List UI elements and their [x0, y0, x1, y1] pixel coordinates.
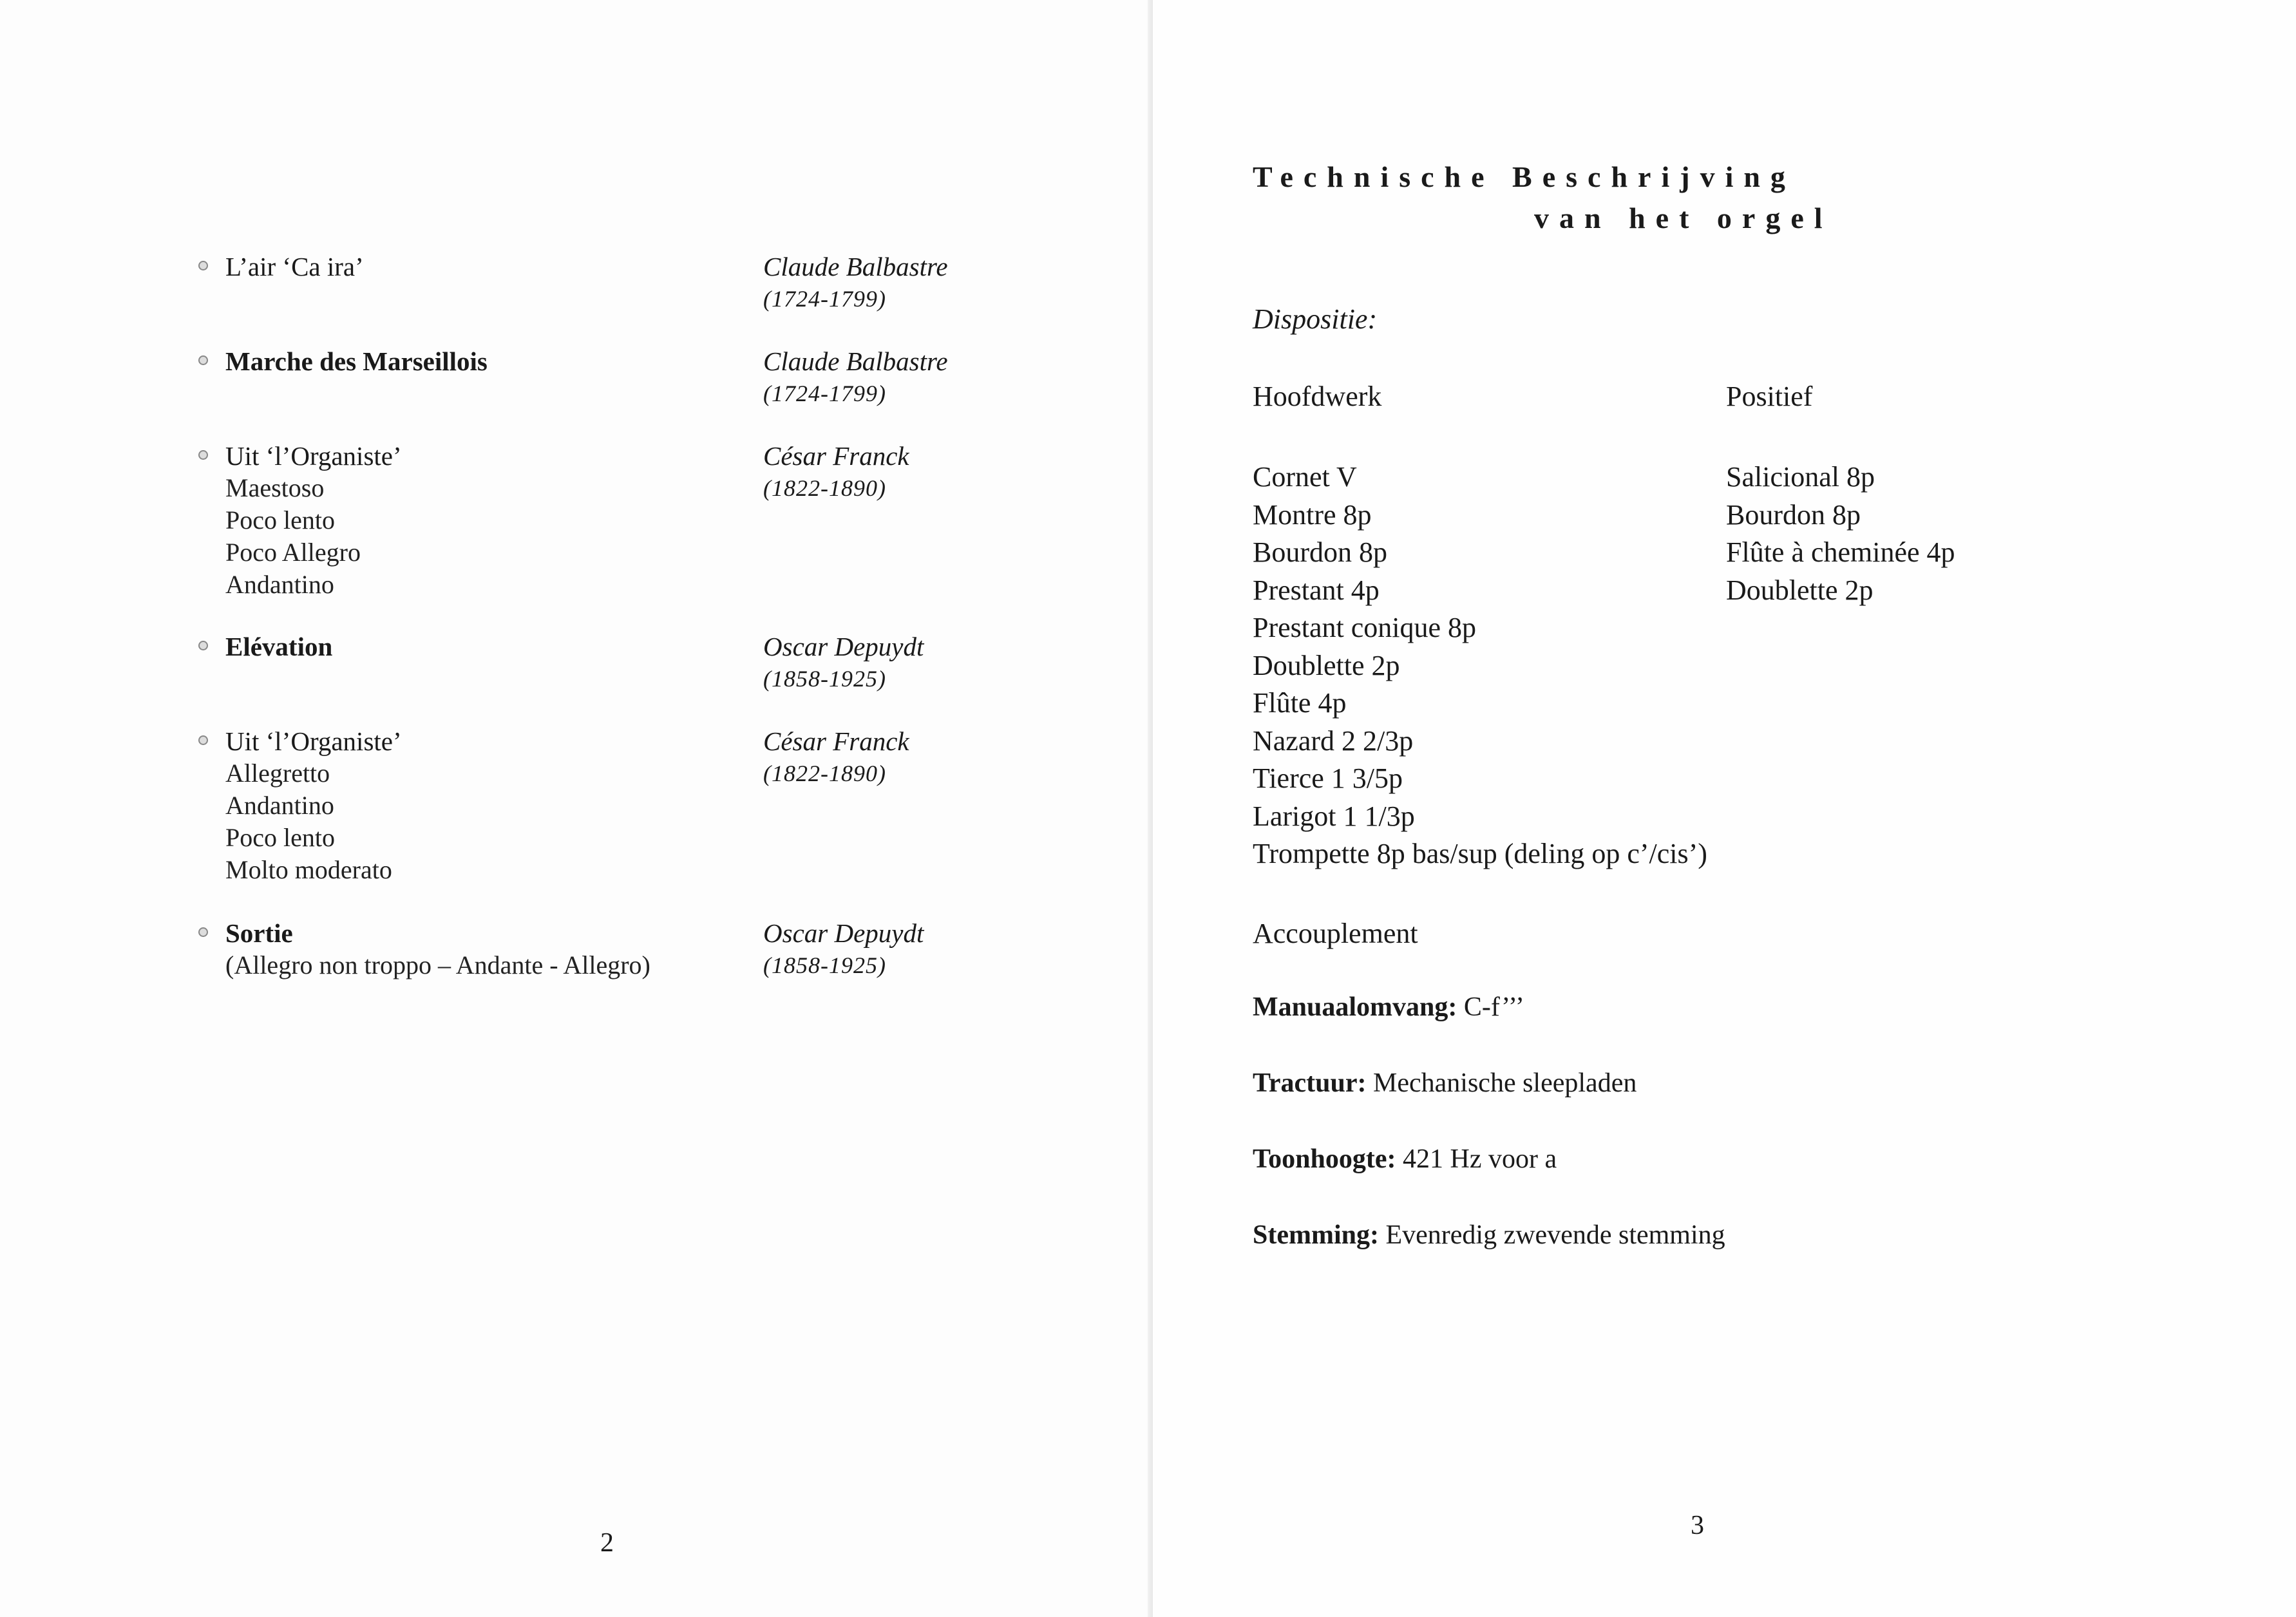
stop-item: Cornet V	[1253, 461, 1357, 493]
page-number: 2	[600, 1528, 614, 1558]
programme-title: L’air ‘Ca ira’	[225, 252, 364, 281]
stop-item: Nazard 2 2/3p	[1253, 724, 1414, 757]
composer-years: (1858-1925)	[763, 952, 886, 978]
spec-key: Manuaalomvang:	[1253, 992, 1457, 1022]
accouplement: Accouplement	[1253, 918, 1418, 949]
spec-row	[1253, 1144, 1557, 1175]
programme-item	[225, 440, 1063, 601]
spec-key: Stemming:	[1253, 1220, 1379, 1250]
programme-item	[225, 917, 1063, 981]
composer-name: César Franck	[763, 441, 909, 471]
stop-item: Bourdon 8p	[1253, 536, 1387, 568]
programme-title: Elévation	[225, 632, 333, 661]
movement: Andantino	[225, 791, 334, 820]
bullet-icon	[198, 355, 208, 365]
stop-item: Bourdon 8p	[1726, 498, 1861, 531]
composer-name: Claude Balbastre	[763, 346, 948, 376]
movement: Maestoso	[225, 473, 325, 502]
stop-item: Doublette 2p	[1253, 649, 1400, 681]
hoofdwerk-stop-list	[1253, 459, 1707, 873]
page-subtitle: van het orgel	[1534, 202, 1833, 234]
composer-name: Claude Balbastre	[763, 252, 948, 281]
page-title: Technische Beschrijving	[1253, 160, 1796, 193]
stop-item: Flûte 4p	[1253, 687, 1347, 719]
movement: Molto moderato	[225, 855, 392, 884]
positief-stop-list	[1726, 459, 1955, 609]
spec-value: C-f’’’	[1463, 992, 1524, 1022]
dispositie-label: Dispositie:	[1253, 303, 1378, 335]
movement: Poco Allegro	[225, 538, 361, 567]
composer-name: Oscar Depuydt	[763, 632, 924, 661]
movement-list	[225, 472, 1063, 601]
composer-years: (1724-1799)	[763, 286, 886, 312]
composer-years: (1858-1925)	[763, 666, 886, 692]
stop-item: Larigot 1 1/3p	[1253, 800, 1415, 832]
composer-years: (1822-1890)	[763, 475, 886, 501]
bullet-icon	[198, 927, 208, 937]
programme-item	[225, 251, 1063, 312]
spec-value: Mechanische sleepladen	[1373, 1068, 1637, 1098]
programme-title: Marche des Marseillois	[225, 346, 488, 376]
stop-item: Doublette 2p	[1726, 574, 1874, 606]
composer-years: (1822-1890)	[763, 761, 886, 786]
programme-title: Uit ‘l’Organiste’	[225, 726, 402, 756]
spec-key: Tractuur:	[1253, 1068, 1367, 1098]
composer-name: Oscar Depuydt	[763, 918, 924, 948]
programme-item	[225, 725, 1063, 886]
programme-title: Uit ‘l’Organiste’	[225, 441, 402, 471]
movement: Andantino	[225, 570, 334, 599]
composer-name: César Franck	[763, 726, 909, 756]
stop-item: Trompette 8p bas/sup (deling op c’/cis’)	[1253, 838, 1707, 869]
bullet-icon	[198, 641, 208, 650]
hoofdwerk-heading: Hoofdwerk	[1253, 381, 1382, 412]
movement: Poco lento	[225, 823, 335, 852]
stop-item: Prestant conique 8p	[1253, 612, 1477, 643]
programme-title: Sortie	[225, 918, 293, 948]
stop-item: Tierce 1 3/5p	[1253, 762, 1403, 794]
bullet-icon	[198, 450, 208, 460]
movement-list	[225, 949, 1063, 981]
spec-key: Toonhoogte:	[1253, 1144, 1396, 1174]
programme-item	[225, 345, 1063, 406]
composer-years: (1724-1799)	[763, 381, 886, 406]
spec-row	[1253, 1220, 1725, 1251]
stop-item: Montre 8p	[1253, 498, 1372, 531]
movement: (Allegro non troppo – Andante - Allegro)	[225, 950, 650, 979]
stop-item: Salicional 8p	[1726, 461, 1875, 493]
movement: Poco lento	[225, 506, 335, 534]
movement: Allegretto	[225, 759, 330, 788]
stop-item: Prestant 4p	[1253, 574, 1380, 606]
positief-heading: Positief	[1726, 381, 1813, 412]
spec-row	[1253, 992, 1524, 1023]
page-number: 3	[1691, 1511, 1704, 1540]
stop-item: Flûte à cheminée 4p	[1726, 536, 1955, 568]
programme-item	[225, 630, 1063, 692]
spec-row	[1253, 1068, 1637, 1099]
bullet-icon	[198, 735, 208, 745]
movement-list	[225, 757, 1063, 886]
bullet-icon	[198, 261, 208, 270]
spec-value: Evenredig zwevende stemming	[1385, 1220, 1725, 1250]
spec-value: 421 Hz voor a	[1403, 1144, 1557, 1174]
